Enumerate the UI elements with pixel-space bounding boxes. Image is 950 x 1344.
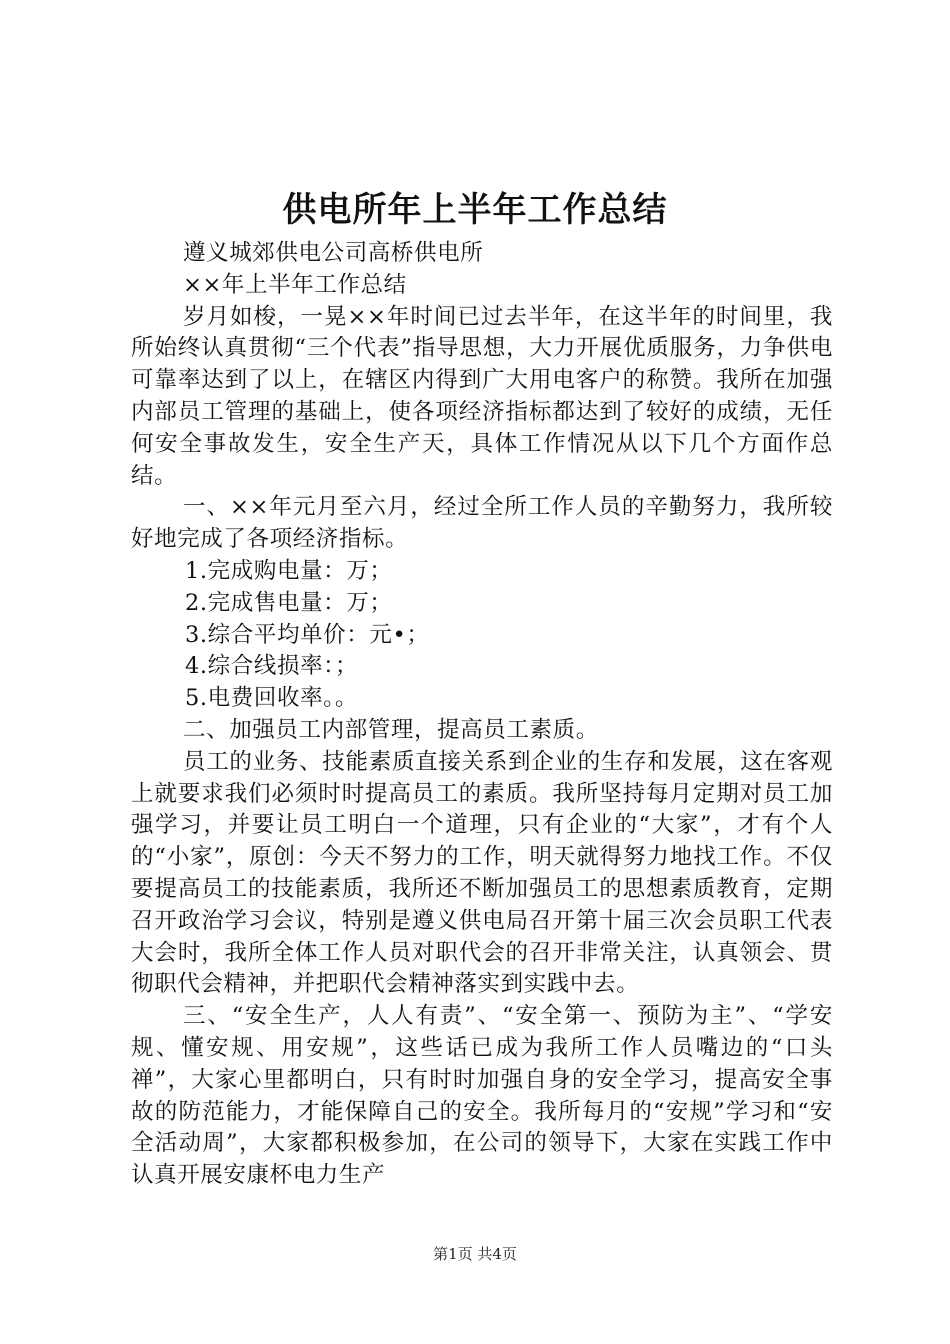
paragraph-staff: 员工的业务、技能素质直接关系到企业的生存和发展，这在客观上就要求我们必须时时提高员工的素质。我所坚持每月定期对员工加强学习，并要让员工明白一个道理，只有企业的“大家”，才有个人的“小家”，原创：今天不努力的工作，明天就得努力地找工作。不仅要提高员工的技能素质，我所还不断加强员工的思想素质教育，定期召开政治学习会议，特别是遵义供电局召开第十届三次会员职工代表大会时，我所全体工作人员对职代会的召开非常关注，认真领会、贯彻职代会精神，并把职代会精神落实到实践中去。 (131, 748, 833, 998)
list-item-unit-price: 3.综合平均单价：元•； (185, 621, 430, 648)
paragraph-company: 遵义城郊供电公司高桥供电所 (183, 240, 484, 266)
list-item-sales: 2.完成售电量：万； (185, 589, 393, 616)
document-body (131, 238, 833, 1192)
paragraph-section-2: 二、加强员工内部管理，提高员工素质。 (183, 716, 599, 743)
list-item-recovery-rate: 5.电费回收率。。 (185, 685, 359, 712)
paragraph-section-3: 三、“安全生产，人人有责”、“安全第一、预防为主”、“学安规、懂安规、用安规”，这些话已成为我所工作人员嘴边的“口头禅”，大家心里都明白，只有时时加强自身的安全学习，提高安全事故的防范能力，才能保障自己的安全。我所每月的“安规”学习和“安全活动周”，大家都积极参加，在公司的领导下，大家在实践工作中认真开展安康杯电力生产 (131, 1003, 833, 1189)
paragraph-intro: 岁月如梭，一晃××年时间已过去半年，在这半年的时间里，我所始终认真贯彻“三个代表”指导思想，大力开展优质服务，力争供电可靠率达到了以上，在辖区内得到广大用电客户的称赞。我所在加强内部员工管理的基础上，使各项经济指标都达到了较好的成绩，无任何安全事故发生，安全生产天，具体工作情况从以下几个方面作总结。 (131, 303, 833, 489)
list-item-line-loss: 4.综合线损率：； (185, 653, 359, 680)
page-footer: 第1页 共4页 (433, 1245, 517, 1263)
document-title: 供电所年上半年工作总结 (282, 190, 668, 230)
paragraph-section-1: 一、××年元月至六月，经过全所工作人员的辛勤努力，我所较好地完成了各项经济指标。 (131, 494, 833, 553)
paragraph-subtitle: ××年上半年工作总结 (183, 271, 407, 298)
list-item-purchase: 1.完成购电量：万； (185, 557, 393, 584)
